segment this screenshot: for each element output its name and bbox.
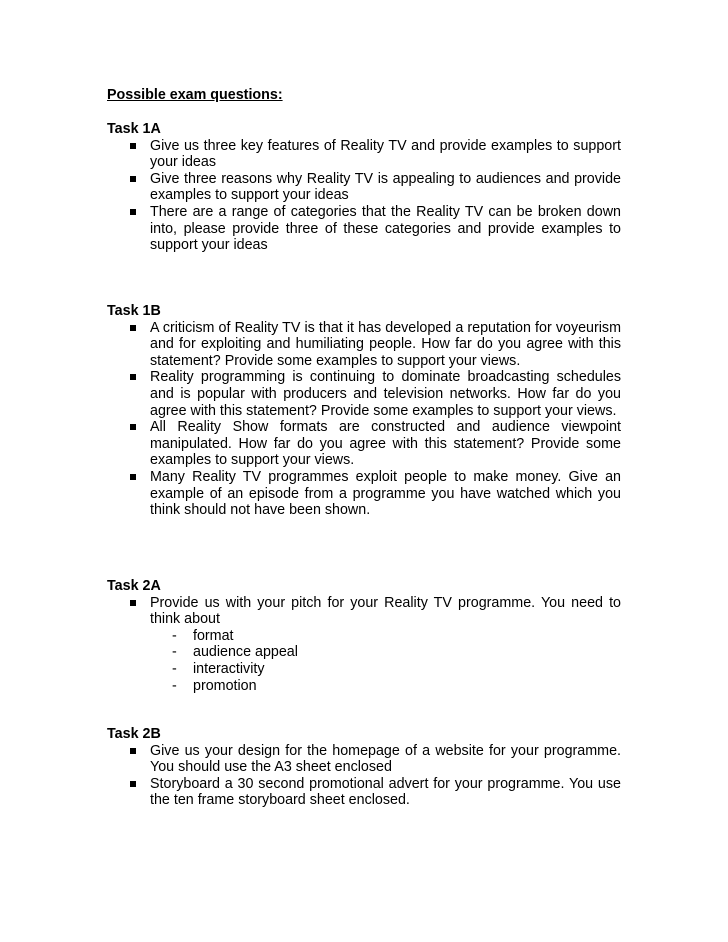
task-1b-bullets <box>107 320 621 519</box>
task-1b-title: Task 1B <box>107 303 161 319</box>
list-item <box>107 419 621 469</box>
square-bullet-icon <box>130 143 136 149</box>
task-1a-bullets <box>107 138 621 254</box>
square-bullet-icon <box>130 424 136 430</box>
sub-item-text: format <box>193 627 234 644</box>
dash-bullet-icon: - <box>172 627 177 644</box>
dash-bullet-icon: - <box>172 677 177 694</box>
square-bullet-icon <box>130 600 136 606</box>
sub-list-item <box>150 644 621 661</box>
bullet-text: Reality programming is continuing to dominate broadcasting schedules and is popular with producers and television networks. How far do you agree with this statement? Provide some examples to support your views. <box>150 369 621 419</box>
sub-item-text: audience appeal <box>193 644 298 661</box>
square-bullet-icon <box>130 748 136 754</box>
task-2a-subitems <box>150 628 621 694</box>
task-1a-title: Task 1A <box>107 121 161 137</box>
task-2b-title: Task 2B <box>107 726 161 742</box>
bullet-text: Give us your design for the homepage of a website for your programme. You should use the A3 sheet enclosed <box>150 742 621 776</box>
bullet-text: Provide us with your pitch for your Reality TV programme. You need to think about <box>150 594 621 628</box>
list-item <box>107 776 621 809</box>
dash-bullet-icon: - <box>172 660 177 677</box>
page-heading: Possible exam questions: <box>107 87 283 103</box>
square-bullet-icon <box>130 176 136 182</box>
task-2b-section <box>107 726 621 809</box>
sub-item-text: promotion <box>193 677 257 694</box>
sub-list-item <box>150 678 621 695</box>
sub-list-item <box>150 628 621 645</box>
bullet-text: A criticism of Reality TV is that it has developed a reputation for voyeurism and for exploiting and humiliating people. How far do you agree with this statement? Provide some examples to support your views. <box>150 319 621 369</box>
list-item <box>107 204 621 254</box>
square-bullet-icon <box>130 474 136 480</box>
square-bullet-icon <box>130 325 136 331</box>
square-bullet-icon <box>130 781 136 787</box>
list-item <box>107 743 621 776</box>
bullet-text: Give us three key features of Reality TV and provide examples to support your ideas <box>150 137 621 171</box>
list-item <box>107 171 621 204</box>
square-bullet-icon <box>130 374 136 380</box>
list-item <box>107 469 621 519</box>
list-item <box>107 595 621 695</box>
task-1a-section <box>107 121 621 254</box>
bullet-text: Many Reality TV programmes exploit people to make money. Give an example of an episode from a programme you have watched which you think should not have been shown. <box>150 468 621 519</box>
list-item <box>107 138 621 171</box>
list-item <box>107 320 621 370</box>
dash-bullet-icon: - <box>172 644 177 661</box>
bullet-text: Storyboard a 30 second promotional advert for your programme. You use the ten frame storyboard sheet enclosed. <box>150 775 621 809</box>
task-2a-bullets <box>107 595 621 695</box>
bullet-text: There are a range of categories that the Reality TV can be broken down into, please provide three of these categories and provide examples to support your ideas <box>150 203 621 254</box>
task-2a-section <box>107 578 621 694</box>
task-2a-title: Task 2A <box>107 578 161 594</box>
task-2b-bullets <box>107 743 621 809</box>
sub-list-item <box>150 661 621 678</box>
task-1b-section <box>107 303 621 519</box>
sub-item-text: interactivity <box>193 660 265 677</box>
bullet-text: All Reality Show formats are constructed and audience viewpoint manipulated. How far do you agree with this statement? Provide some examples to support your views. <box>150 419 621 469</box>
list-item <box>107 369 621 419</box>
bullet-text: Give three reasons why Reality TV is appealing to audiences and provide examples to support your ideas <box>150 170 621 204</box>
square-bullet-icon <box>130 209 136 215</box>
